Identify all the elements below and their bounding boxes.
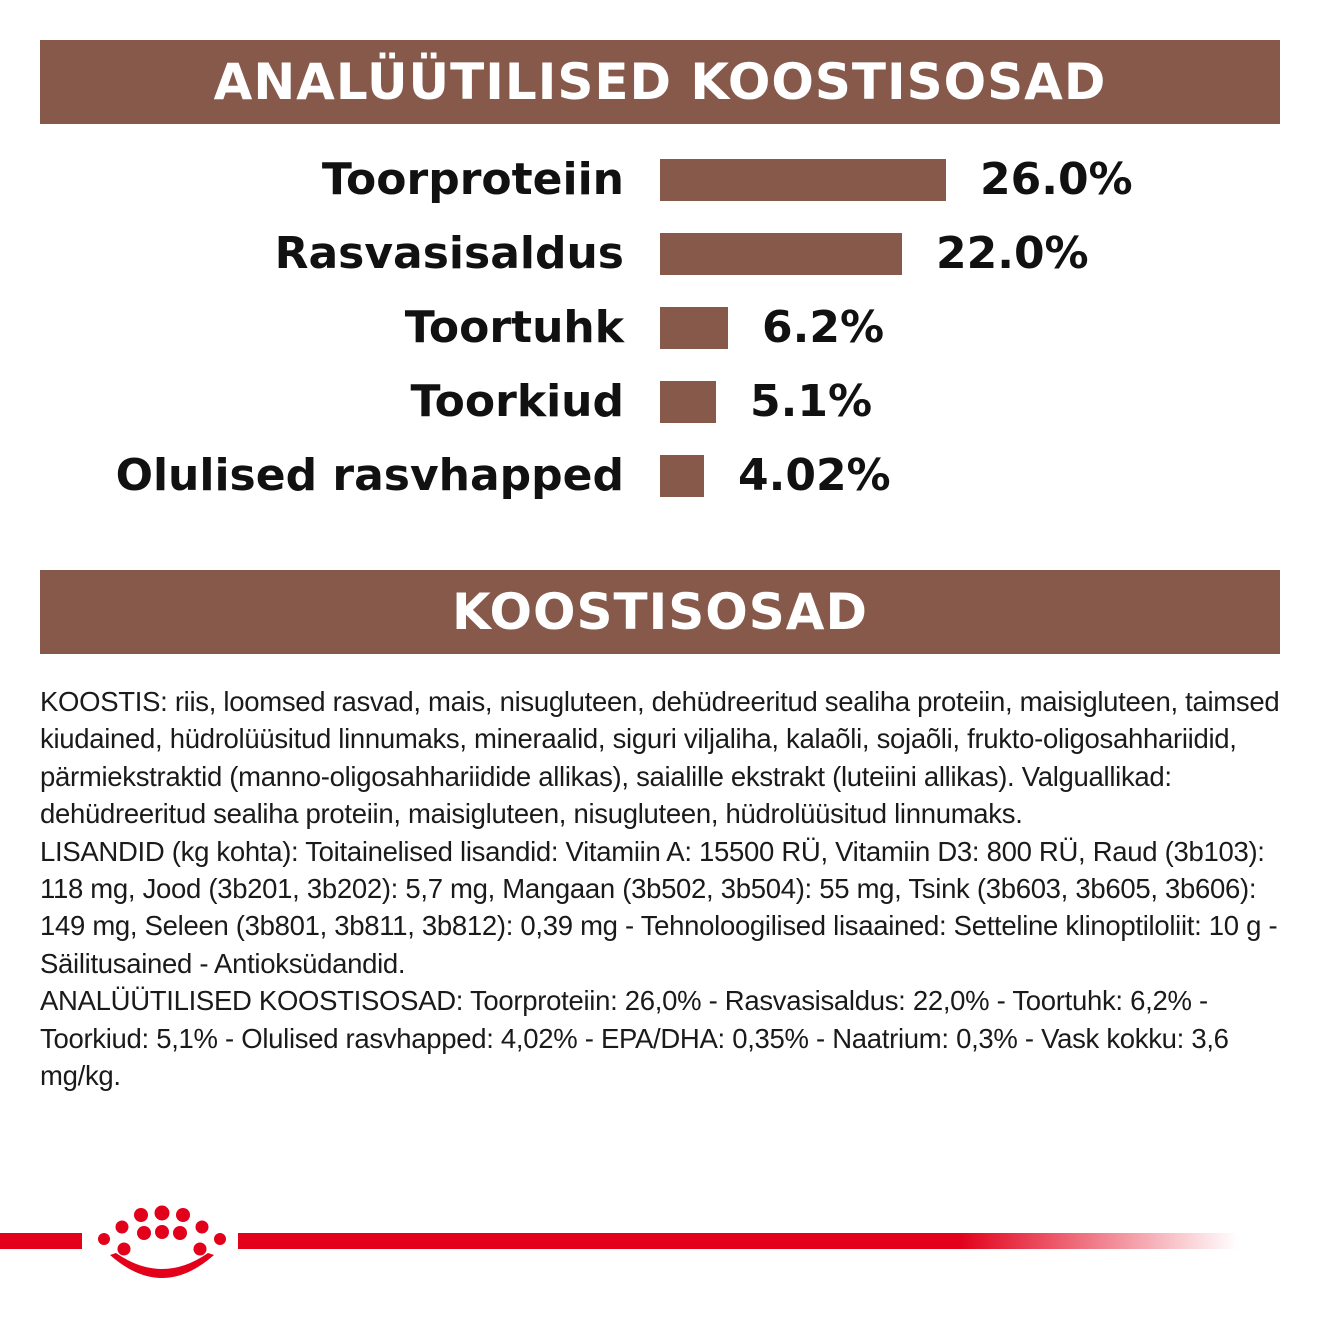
bar-value-label: 26.0% (980, 154, 1133, 205)
section-header-analytic: ANALÜÜTILISED KOOSTISOSAD (40, 40, 1280, 124)
bar-value-label: 4.02% (738, 450, 891, 501)
bar-label: Toortuhk (404, 302, 624, 353)
additives-paragraph: LISANDID (kg kohta): Toitainelised lisandid: Vitamiin A: 15500 RÜ, Vitamiin D3: 800 RÜ, Raud (3b103): 118 mg, Jood (3b201, 3b202): 5,7 mg, Mangaan (3b502, 3b504): 55 mg, Tsink (3b603, 3b605, 3b606): 149 mg, Seleen (3b801, 3b811, 3b812): 0,39 mg - Tehnoloogilised lisaained: Setteline klinoptiloliit: 10 g - Säilitusained - Antioksüdandid. (40, 835, 1278, 979)
bar-label: Rasvasisaldus (274, 228, 624, 279)
bar (660, 233, 902, 275)
bar (660, 307, 728, 349)
bar-row-olulised-rasvhapped (0, 446, 1320, 506)
bar-row-toorkiud (0, 372, 1320, 432)
bar-row-toorproteiin (0, 150, 1320, 210)
bar-row-rasvasisaldus (0, 224, 1320, 284)
bar-label: Olulised rasvhapped (115, 450, 624, 501)
footer-stripe-right (238, 1233, 1238, 1249)
bar-value-label: 22.0% (936, 228, 1089, 279)
analytic-paragraph: ANALÜÜTILISED KOOSTISOSAD: Toorproteiin: 26,0% - Rasvasisaldus: 22,0% - Toortuhk: 6,2% - Toorkiud: 5,1% - Olulised rasvhapped: 4,02% - EPA/DHA: 0,35% - Naatrium: 0,3% - Vask kokku: 3,6 mg/kg. (40, 985, 1229, 1092)
crown-logo-icon (92, 1205, 232, 1285)
footer-stripe-left (0, 1233, 82, 1249)
composition-text (40, 683, 1280, 1094)
bar-value-label: 5.1% (750, 376, 873, 427)
bar-value-label: 6.2% (762, 302, 885, 353)
bar (660, 159, 946, 201)
bar (660, 455, 704, 497)
bar-row-toortuhk (0, 298, 1320, 358)
bar-label: Toorproteiin (321, 154, 624, 205)
section-header-ingredients: KOOSTISOSAD (40, 570, 1280, 654)
nutrient-bar-chart (0, 150, 1320, 540)
bar (660, 381, 716, 423)
composition-paragraph: KOOSTIS: riis, loomsed rasvad, mais, nisugluteen, dehüdreeritud sealiha proteiin, maisigluteen, taimsed kiudained, hüdrolüüsitud linnumaks, mineraalid, siguri viljaliha, kalaõli, sojaõli, frukto-oligosahhariidid, pärmiekstraktid (manno-oligosahhariidide allikas), saialille ekstrakt (luteiini allikas). Valguallikad: dehüdreeritud sealiha proteiin, maisigluteen, nisugluteen, hüdrolüüsitud linnumaks. (40, 686, 1280, 830)
bar-label: Toorkiud (410, 376, 624, 427)
